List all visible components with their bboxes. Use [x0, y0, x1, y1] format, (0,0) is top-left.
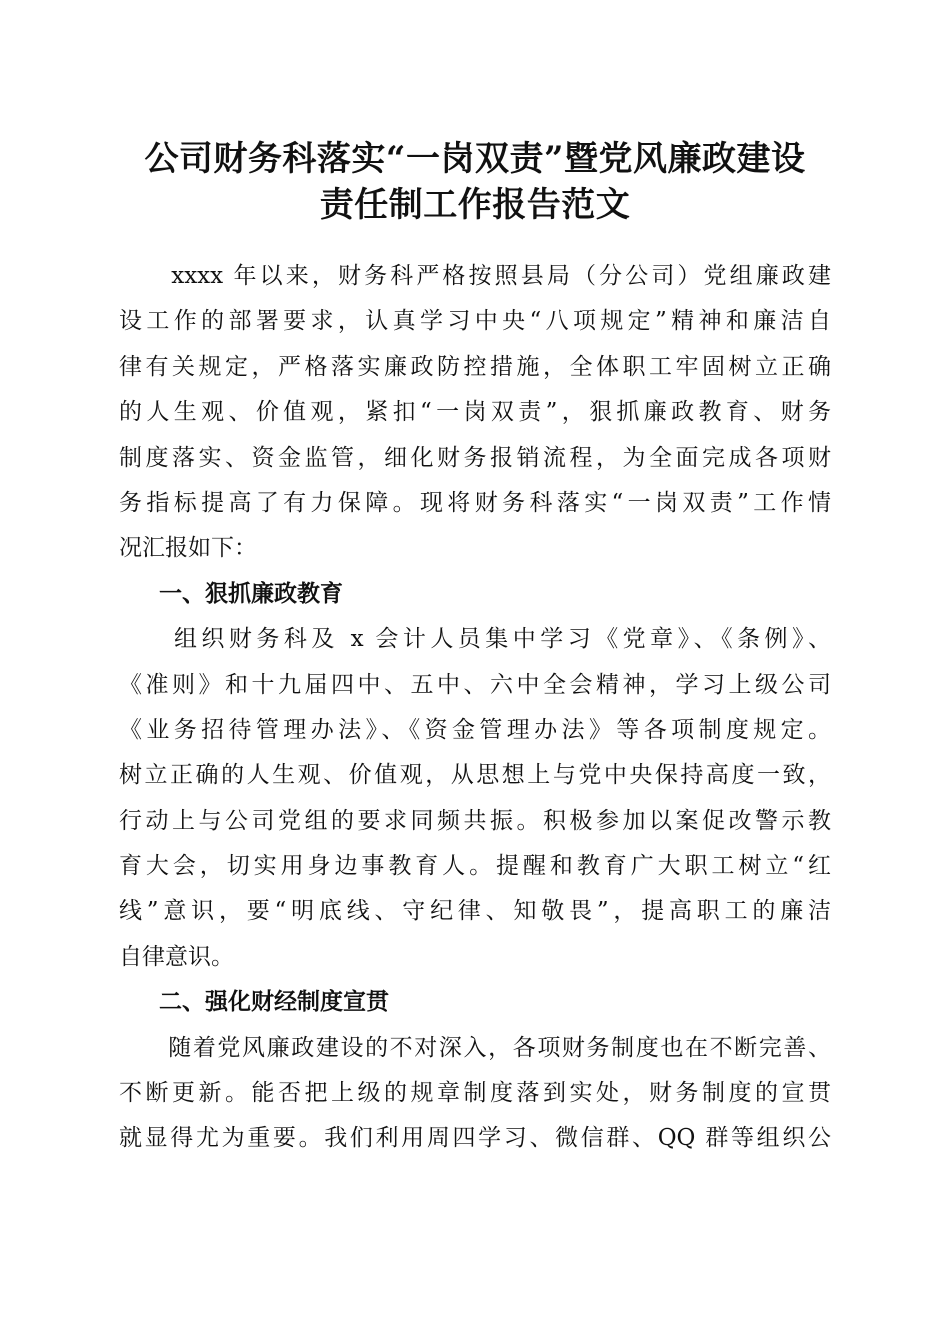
title-line: 公司财务科落实“一岗双责”暨党风廉政建设 — [144, 139, 806, 179]
paragraph-line: 况汇报如下： — [119, 535, 257, 562]
paragraph-line: 制度落实、资金监管，细化财务报销流程，为全面完成各项财 — [119, 444, 831, 471]
paragraph-line: 线”意识，要“明底线、守纪律、知敬畏”，提高职工的廉洁 — [119, 898, 831, 925]
paragraph-line: 树立正确的人生观、价值观，从思想上与党中央保持高度一致， — [119, 762, 831, 789]
paragraph-line: 不断更新。能否把上级的规章制度落到实处，财务制度的宣贯 — [119, 1080, 831, 1107]
paragraph-line: 律有关规定，严格落实廉政防控措施，全体职工牢固树立正确 — [119, 353, 831, 380]
paragraph-line: 组织财务科及 x 会计人员集中学习《党章》、《条例》、 — [119, 626, 831, 653]
paragraph-line: 就显得尤为重要。我们利用周四学习、微信群、QQ 群等组织公 — [119, 1125, 831, 1152]
paragraph-line: 行动上与公司党组的要求同频共振。积极参加以案促改警示教 — [119, 807, 831, 834]
paragraph-line: 自律意识。 — [119, 943, 234, 970]
paragraph-line: 育大会，切实用身边事教育人。提醒和教育广大职工树立“红 — [119, 853, 831, 880]
section-heading: 一、狠抓廉政教育 — [159, 580, 343, 607]
paragraph-line: xxxx 年以来，财务科严格按照县局（分公司）党组廉政建 — [119, 263, 831, 289]
title-line: 责任制工作报告范文 — [319, 185, 631, 225]
paragraph-line: 《准则》和十九届四中、五中、六中全会精神，学习上级公司 — [119, 671, 831, 698]
paragraph-line: 随着党风廉政建设的不对深入，各项财务制度也在不断完善、 — [119, 1034, 831, 1061]
paragraph-line: 务指标提高了有力保障。现将财务科落实“一岗双责”工作情 — [119, 489, 831, 516]
section-heading: 二、强化财经制度宣贯 — [159, 989, 389, 1016]
paragraph-line: 设工作的部署要求，认真学习中央“八项规定”精神和廉洁自 — [119, 308, 831, 335]
paragraph-line: 的人生观、价值观，紧扣“一岗双责”，狠抓廉政教育、财务 — [119, 399, 831, 426]
document-body — [119, 254, 831, 1162]
paragraph-line: 《业务招待管理办法》、《资金管理办法》等各项制度规定。 — [119, 716, 831, 743]
document-title — [100, 136, 850, 228]
